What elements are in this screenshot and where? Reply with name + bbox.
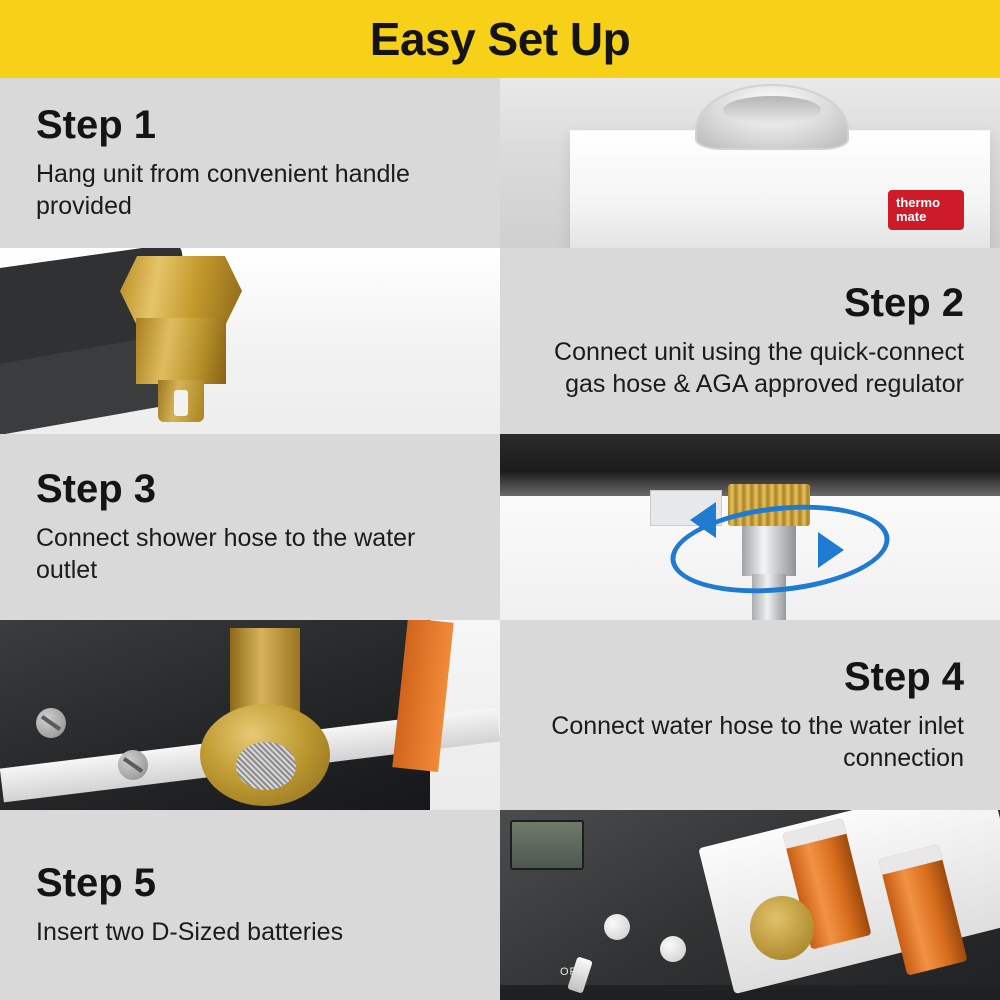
thermomate-logo	[888, 190, 964, 230]
gas-fitting-hex-nut	[120, 256, 242, 326]
step-row-4	[0, 620, 1000, 810]
lcd-display	[510, 820, 584, 870]
heater-flue-shape	[695, 84, 849, 150]
step-row-3	[0, 434, 1000, 620]
step-3-description: Connect shower hose to the water outlet	[36, 524, 416, 584]
step-2-description: Connect unit using the quick-connect gas hose & AGA approved regulator	[554, 338, 964, 398]
step-1-text-panel	[0, 78, 500, 248]
step-3-text-panel	[0, 434, 500, 620]
step-5-text-panel	[0, 810, 500, 1000]
heater-flue-opening	[723, 96, 821, 124]
page-title: Easy Set Up	[369, 13, 631, 65]
rotation-arrow-head-left-icon	[690, 502, 716, 538]
step-3-title: Step 3	[36, 467, 157, 511]
inlet-mesh-filter	[236, 742, 296, 790]
step-1-photo	[500, 78, 1000, 248]
control-knob[interactable]	[660, 936, 686, 962]
gas-fitting-pin	[174, 390, 188, 416]
step-4-title: Step 4	[843, 655, 964, 699]
logo-line-2: mate	[896, 209, 927, 224]
control-knob[interactable]	[604, 914, 630, 940]
step-5-photo	[500, 810, 1000, 1000]
screw-icon	[118, 750, 148, 780]
step-4-description: Connect water hose to the water inlet connection	[551, 712, 964, 772]
step-2-title: Step 2	[843, 281, 964, 325]
step-row-1	[0, 78, 1000, 248]
step-1-description: Hang unit from convenient handle provided	[36, 160, 410, 220]
step-5-description: Insert two D-Sized batteries	[36, 918, 344, 946]
gas-fitting-body	[136, 318, 226, 384]
step-1-title: Step 1	[36, 103, 157, 147]
gas-connection-fitting	[750, 896, 814, 960]
off-label: OFF	[560, 966, 585, 978]
step-row-5	[0, 810, 1000, 1000]
step-row-2	[0, 248, 1000, 434]
header-banner	[0, 0, 1000, 78]
step-5-title: Step 5	[36, 861, 157, 905]
logo-line-1: thermo	[896, 195, 941, 211]
step-3-photo	[500, 434, 1000, 620]
step-2-text-panel	[500, 248, 1000, 434]
step-2-photo	[0, 248, 500, 434]
rotation-arrow-head-right-icon	[818, 532, 844, 568]
screw-icon	[36, 708, 66, 738]
step-4-text-panel	[500, 620, 1000, 810]
step-4-photo	[0, 620, 500, 810]
